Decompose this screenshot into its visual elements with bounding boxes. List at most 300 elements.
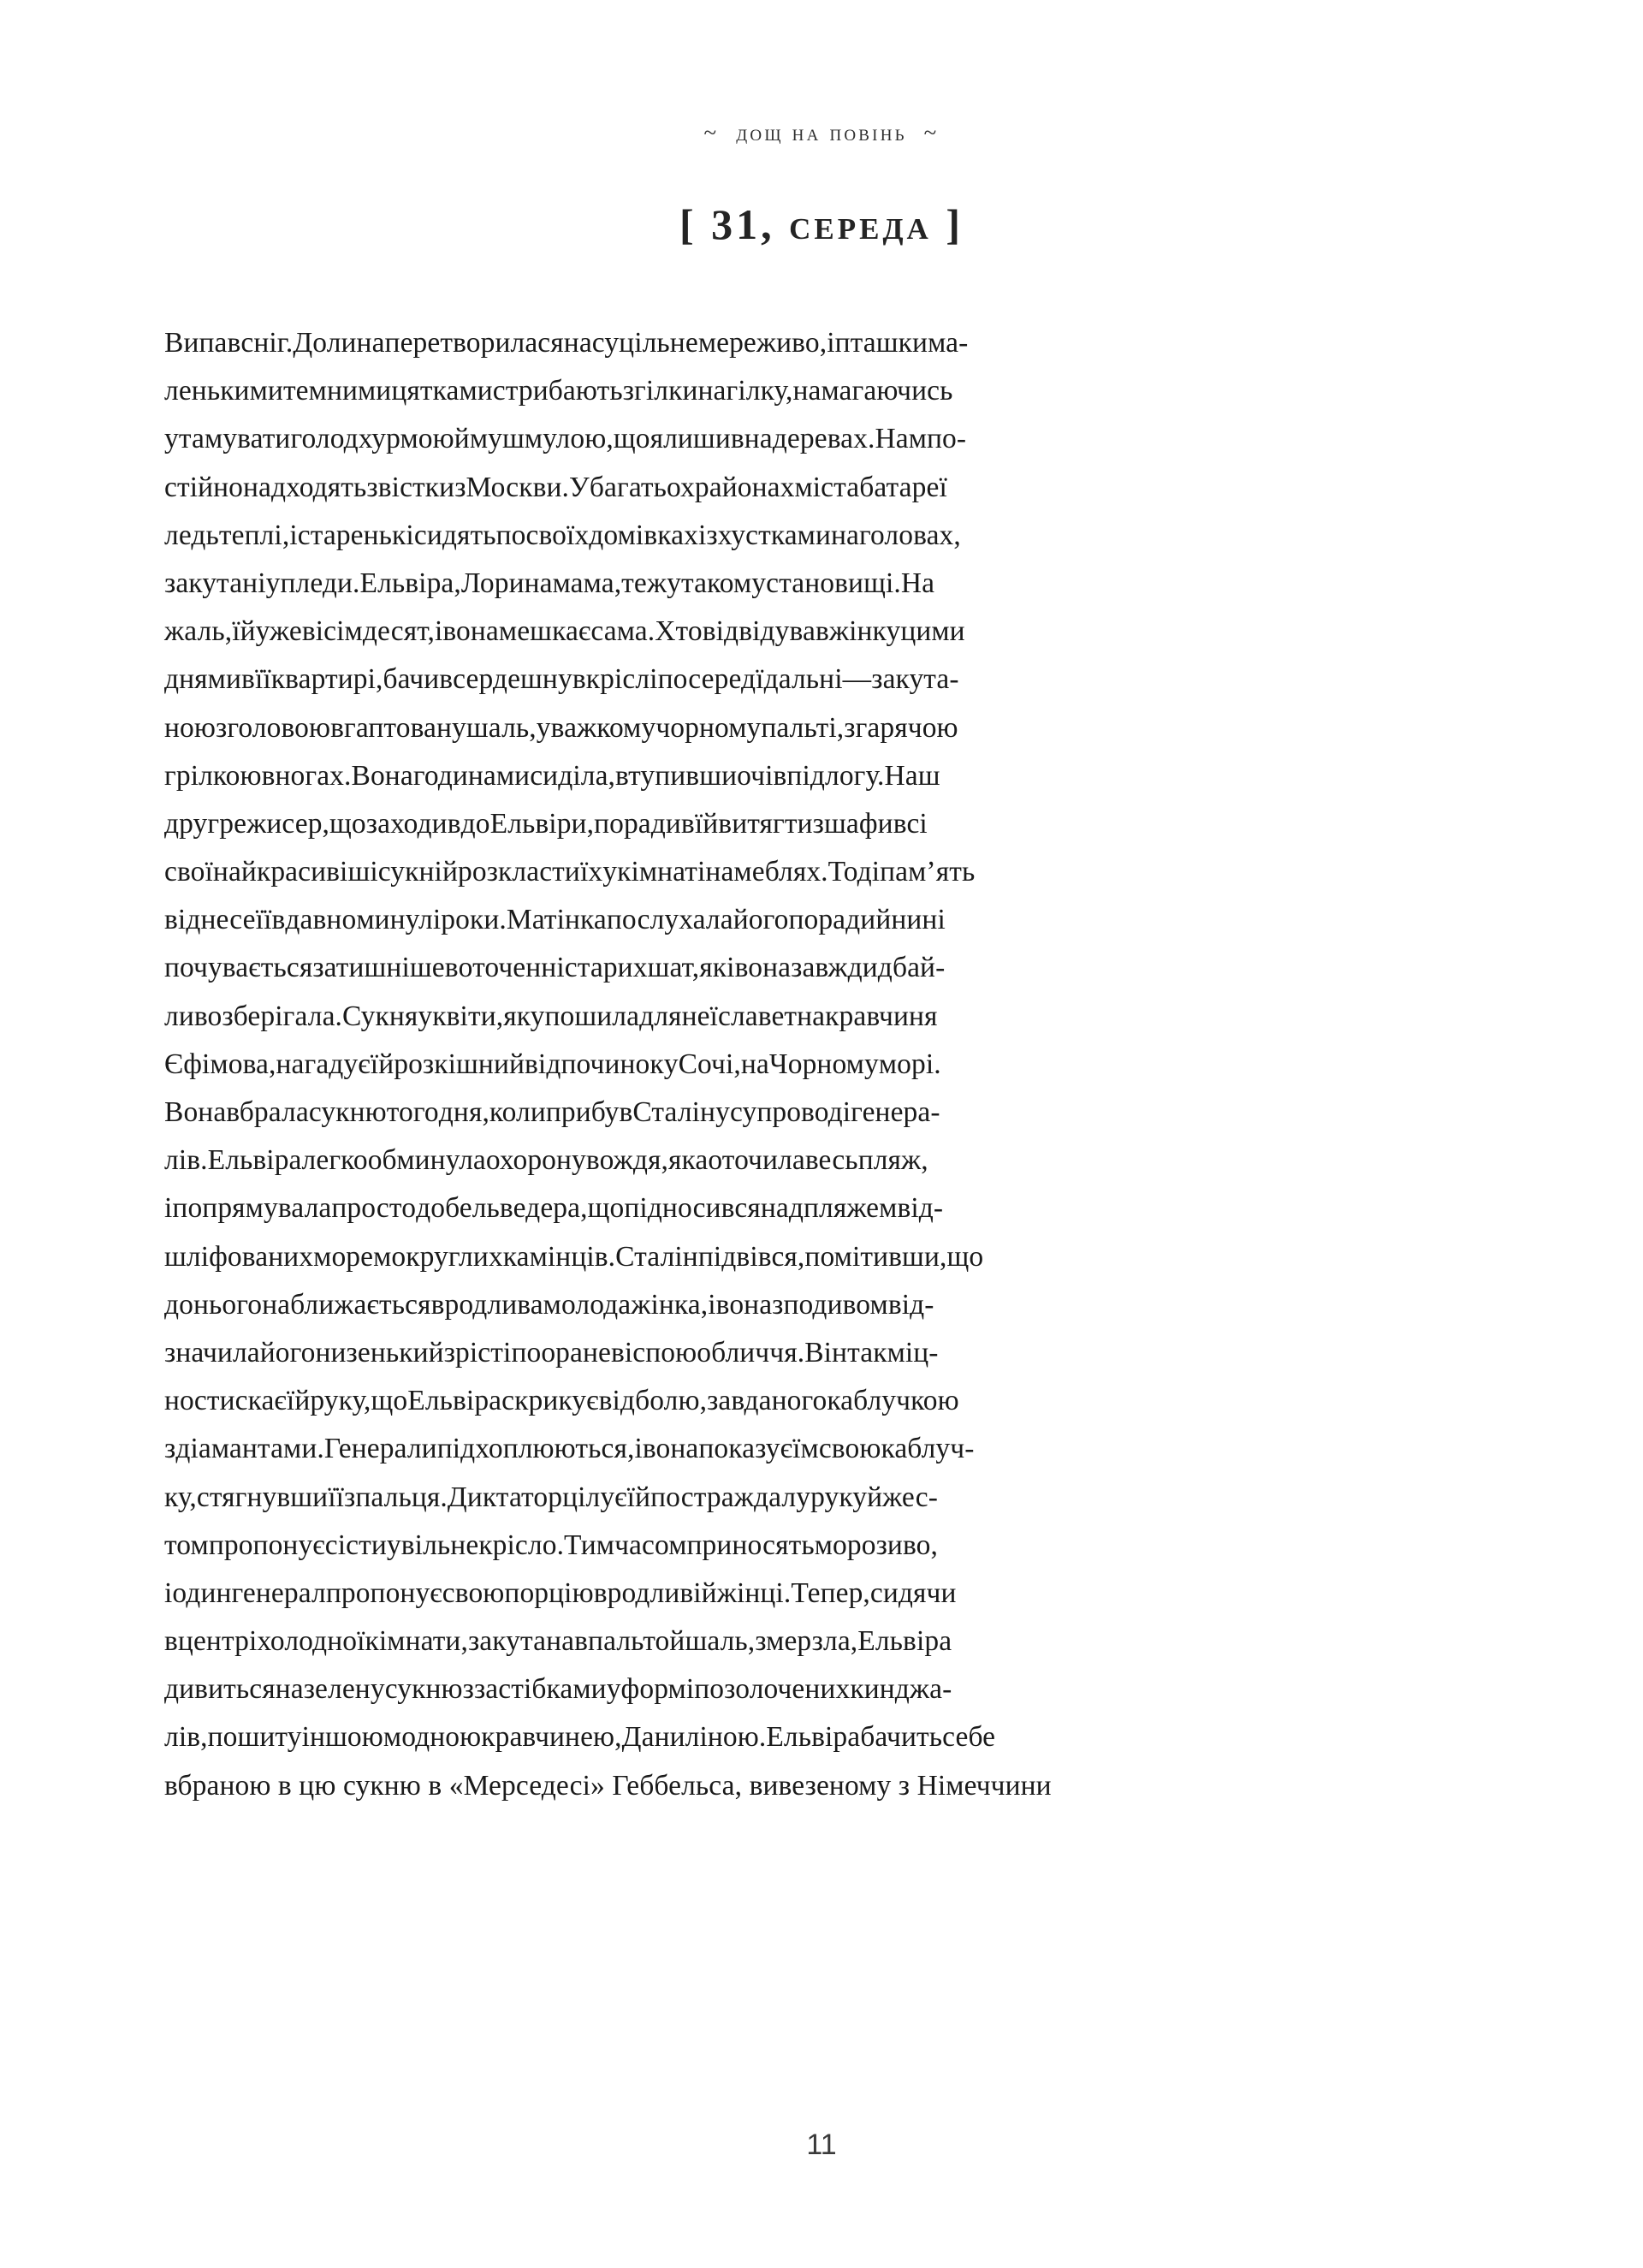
word: часом [614,1529,687,1561]
word: мушмулою, [469,423,614,455]
running-header: ~ дощ на повінь ~ [703,120,940,145]
word: Чорному [768,1048,879,1080]
word: минулі [356,904,442,936]
word: іншою [301,1721,383,1754]
word: на [744,423,773,455]
word: сукню [384,1673,463,1706]
word: Вона [164,1096,227,1128]
word: Даниліною. [621,1721,767,1754]
word: Матінка [506,904,607,936]
word: надходять [243,471,367,503]
word: батареї [859,471,947,503]
word: їй [232,615,256,648]
word: які [699,952,735,984]
word: темними [282,375,392,407]
word: підхоплюються, [436,1433,635,1465]
word: кравчиня [825,1000,938,1032]
word: головою [227,711,331,744]
word: й [669,1625,685,1658]
word: в [330,711,345,744]
word: ленькими [164,375,283,407]
word: Сталін [615,1240,698,1273]
word: На [900,567,935,599]
word: попрямувала [172,1192,332,1225]
word: підлогу. [786,759,885,792]
word: з [164,1433,176,1465]
word: підносився [624,1192,761,1225]
word: ма- [928,327,969,359]
word: низенький [315,1336,444,1369]
word: чорному [655,711,762,744]
word: почувається [164,952,313,984]
word: том [164,1529,209,1561]
word: сидять [413,519,496,551]
text-line [164,848,976,896]
word: бачить [860,1721,943,1754]
word: весь [804,1144,858,1177]
word: лишив [663,423,744,455]
word: Ельвіра [407,1385,502,1417]
word: генера- [851,1096,940,1128]
word: Ельвіра [766,1721,861,1754]
text-line [164,608,965,656]
word: Він [804,1336,848,1369]
word: Вона [351,759,413,792]
word: Тоді [827,856,881,888]
word: скрикує [501,1385,599,1417]
word: Ельвіра, [359,567,461,599]
word: сама. [590,615,655,648]
word: Ельвіри, [489,807,595,840]
word: що [329,807,366,840]
word: Долина [293,327,385,359]
word: постраждалу [650,1481,811,1513]
word: роки. [441,904,507,936]
word: один [172,1576,232,1609]
word: і [289,519,298,551]
word: камінців. [502,1240,616,1273]
text-line [164,1233,984,1281]
word: значила [164,1336,260,1369]
word: її [254,663,271,696]
word: мереживо, [697,327,827,359]
word: на [705,856,734,888]
word: меблях. [733,856,828,888]
word: у [667,567,681,599]
page-number: 11 [806,2128,837,2161]
word: ку, [164,1481,197,1513]
word: по- [927,423,967,455]
word: до [460,807,490,840]
word: сукню [308,1096,387,1128]
word: і [827,327,835,359]
word: свою [818,1433,881,1465]
word: вродлива [430,1288,543,1321]
word: і [164,1192,173,1225]
word: його [259,1336,316,1369]
word: мешкає [498,615,591,648]
word: розкішний [394,1048,525,1080]
word: округлих [391,1240,503,1273]
word: хурмою [358,423,454,455]
word: охорону [485,1144,586,1177]
word: Сочі, [678,1048,741,1080]
word: у [265,567,281,599]
word: що [587,1192,625,1225]
text-line [164,1041,941,1089]
word: поради [788,904,876,936]
word: вона [734,952,792,984]
word: до [164,1288,193,1321]
word: відвідував [702,615,829,648]
word: супроводі [729,1096,851,1128]
word: квартирі, [270,663,383,696]
word: шат, [647,952,700,984]
word: головах, [859,519,961,551]
word: гарячою [855,711,958,744]
word: з [772,1288,784,1321]
word: хустками [717,519,832,551]
word: в [241,663,255,696]
word: завжди [791,952,878,984]
word: бельведера, [445,1192,588,1225]
text-line [164,1522,938,1570]
word: закутані [164,567,266,599]
word: вільне [400,1529,479,1561]
word: в [574,1625,589,1658]
word: жінка, [631,1288,709,1321]
word: їдальні [756,663,843,696]
word: голод [290,423,359,455]
word: цими [900,615,965,648]
word: з [454,471,466,503]
word: обминула [367,1144,486,1177]
word: заходив [365,807,461,840]
word: Випав [164,327,241,359]
word: втупивши [615,759,738,792]
word: очі [737,759,774,792]
word: порадив [594,807,695,840]
word: її [255,904,272,936]
word: молода [543,1288,632,1321]
word: пальті, [761,711,845,744]
word: застібками [473,1673,607,1706]
word: вродливій [593,1576,717,1609]
word: з [216,711,228,744]
word: їй [286,1385,311,1417]
word: стягнувши [196,1481,329,1513]
word: морі. [878,1048,941,1080]
word: жаль, [164,615,233,648]
word: дбай- [877,952,946,984]
word: затишніше [312,952,445,984]
word: на [563,327,592,359]
word: прибув [545,1096,633,1128]
word: жінку [828,615,901,648]
word: і [634,1433,643,1465]
word: годинами [412,759,531,792]
word: й [867,1481,883,1513]
text-line [164,1425,975,1473]
word: зелену [303,1673,385,1706]
text-line [164,319,969,367]
word: із [697,519,718,551]
text-line [164,560,935,608]
word: жінці. [716,1576,792,1609]
text-line [164,1377,959,1425]
word: що [613,423,650,455]
word: відпочинок [525,1048,664,1080]
word: морем [313,1240,392,1273]
word: наближається [262,1288,431,1321]
word: центрі [177,1625,258,1658]
word: звістки [366,471,455,503]
word: приносять [686,1529,815,1561]
word: просто [331,1192,417,1225]
word: діамантами. [175,1433,324,1465]
word: у [418,1000,433,1032]
text-line [164,1618,952,1665]
text-line [164,1329,939,1377]
word: районах [694,471,795,503]
text-line [164,1713,996,1761]
word: найкрасивіші [212,856,378,888]
word: в [773,759,787,792]
word: й [875,904,892,936]
word: від- [897,1192,944,1225]
word: й [454,423,470,455]
word: вбрала [226,1096,309,1128]
word: кімнаті [617,856,706,888]
word: змерзла, [755,1625,858,1658]
word: кинджа- [850,1673,952,1706]
word: шліфованих [164,1240,314,1273]
word: квіти, [432,1000,504,1032]
text-line [164,1665,952,1713]
word: пляж, [857,1144,928,1177]
word: у [715,1096,730,1128]
word: яка [668,1144,709,1177]
word: суцільне [591,327,698,359]
word: Москви. [466,471,570,503]
word: руку [810,1481,868,1513]
word: показує [698,1433,793,1465]
word: завданого [707,1385,827,1417]
word: на [275,1673,304,1706]
word: шафи [824,807,893,840]
word: Сукня [342,1000,418,1032]
word: підвівся, [697,1240,805,1273]
word: порцію [504,1576,594,1609]
text-line [164,944,946,992]
word: друг [164,807,220,840]
word: намагаючись [792,375,953,407]
word: себе [942,1721,996,1754]
word: вісімдесят, [301,615,435,648]
word: домівках [589,519,698,551]
text-line [164,752,940,800]
word: сніг. [240,327,294,359]
word: давно [285,904,357,936]
word: Наш [884,759,940,792]
word: з [812,807,825,840]
word: Ельвіра [207,1144,302,1177]
word: його [733,904,789,936]
text-line [164,1184,944,1232]
text-line [164,800,928,848]
word: Лорина [460,567,553,599]
word: їх [579,856,603,888]
word: ною [164,711,216,744]
text-line [164,415,967,463]
word: сісти [324,1529,387,1561]
word: пошиту [207,1721,302,1754]
word: у [602,856,618,888]
word: на [740,1048,769,1080]
word: мама, [552,567,622,599]
text-line [164,1570,957,1618]
text-line [164,512,961,560]
text-line [164,367,953,415]
word: з [462,1673,474,1706]
word: ливо [164,1000,222,1032]
word: Хто [655,615,703,648]
word: нього [193,1288,263,1321]
word: У [569,471,590,503]
word: старих [564,952,648,984]
word: гілки [634,375,698,407]
word: старенькі [297,519,414,551]
word: кріслі [585,663,658,696]
word: Єфімова, [164,1048,276,1080]
word: їй [626,1481,651,1513]
word: ногах. [275,759,352,792]
word: легко [301,1144,368,1177]
word: деревах. [772,423,875,455]
word: важкому [550,711,656,744]
word: коли [489,1096,546,1128]
word: над [760,1192,804,1225]
text-line [164,993,938,1041]
word: і [708,1288,716,1321]
word: но [164,1385,194,1417]
word: теж [621,567,667,599]
word: я [649,423,664,455]
word: що [371,1385,408,1417]
word: віспою [610,1336,697,1369]
word: нині [891,904,946,936]
word: пляжем [804,1192,898,1225]
word: до [416,1192,446,1225]
word: оточила [708,1144,805,1177]
word: пальця. [355,1481,448,1513]
word: у [663,1048,679,1080]
word: їм [792,1433,819,1465]
word: дивиться [164,1673,276,1706]
word: вона [642,1433,699,1465]
word: ледь [164,519,219,551]
word: пам’ять [880,856,976,888]
word: дня, [438,1096,489,1128]
word: по [495,519,526,551]
word: уже [255,615,302,648]
text-line [164,896,946,944]
word: Генерали [323,1433,437,1465]
word: холодної [257,1625,365,1658]
word: так [847,1336,887,1369]
word: Диктатор [447,1481,563,1513]
word: Тепер, [791,1576,870,1609]
word: в [444,952,459,984]
word: позолочених [694,1673,851,1706]
word: свою [442,1576,505,1609]
word: і [164,1576,173,1609]
word: її [328,1481,345,1513]
word: такому [681,567,767,599]
word: пооране [511,1336,611,1369]
word: своїх [525,519,590,551]
word: цілує [562,1481,627,1513]
word: в [572,663,586,696]
word: шаль, [685,1625,756,1658]
text-line [164,1089,940,1137]
word: вона [442,615,499,648]
word: утамувати [164,423,291,455]
word: посеред [657,663,756,696]
word: пошила [544,1000,640,1032]
text-line [164,1281,934,1329]
word: що [946,1240,984,1273]
word: зріст [443,1336,504,1369]
word: обличчя. [697,1336,805,1369]
word: оточенні [458,952,565,984]
word: у [606,1673,621,1706]
word: пташки [834,327,928,359]
word: помітивши, [804,1240,947,1273]
word: грілкою [164,759,262,792]
word: від- [887,1288,934,1321]
word: цятками [391,375,493,407]
word: сидячи [869,1576,957,1609]
word: Сталін [632,1096,716,1128]
text-line [164,656,959,704]
word: пальто [588,1625,670,1658]
word: в [164,1625,178,1658]
text-line [164,704,958,752]
word: пропонує [208,1529,325,1561]
word: міста [794,471,860,503]
word: з [344,1481,356,1513]
word: днями [164,663,242,696]
word: модною [383,1721,482,1754]
word: і [503,1336,512,1369]
word: з [622,375,635,407]
word: формі [620,1673,695,1706]
word: багатьох [589,471,695,503]
text-line [164,464,947,512]
word: нагадує [276,1048,371,1080]
word: теплі, [218,519,290,551]
word: у [536,711,551,744]
word: вона [715,1288,773,1321]
word: становищі. [766,567,901,599]
word: зберігала. [222,1000,343,1032]
word: й [442,856,458,888]
word: яку [503,1000,545,1032]
body-text-block [164,319,1052,1810]
word: їй [694,807,719,840]
word: перетворилася [384,327,564,359]
